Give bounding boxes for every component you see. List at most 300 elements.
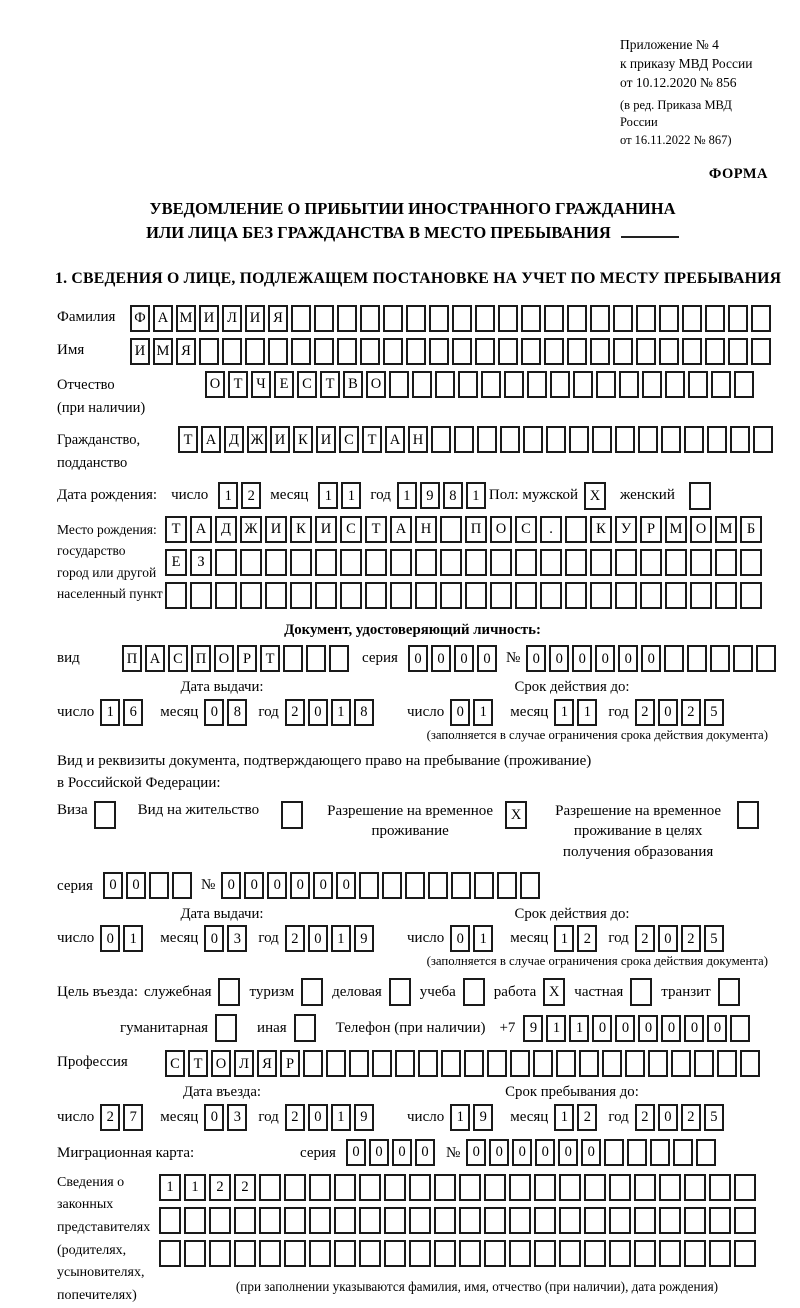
char-box[interactable] — [441, 1050, 461, 1077]
char-box[interactable] — [406, 338, 426, 365]
char-box[interactable]: 0 — [308, 699, 328, 726]
char-box[interactable] — [459, 1240, 481, 1267]
char-box[interactable]: 0 — [290, 872, 310, 899]
char-box[interactable] — [459, 1207, 481, 1234]
char-box[interactable]: 1 — [331, 925, 351, 952]
char-box[interactable] — [340, 582, 362, 609]
char-box[interactable] — [609, 1174, 631, 1201]
char-box[interactable] — [559, 1240, 581, 1267]
char-box[interactable] — [429, 305, 449, 332]
char-box[interactable] — [684, 1240, 706, 1267]
char-box[interactable]: Т — [365, 516, 387, 543]
char-box[interactable]: 0 — [450, 925, 470, 952]
char-box[interactable] — [642, 371, 662, 398]
char-box[interactable] — [753, 426, 773, 453]
char-box[interactable]: Я — [268, 305, 288, 332]
char-box[interactable] — [309, 1207, 331, 1234]
char-box[interactable] — [534, 1240, 556, 1267]
char-box[interactable] — [709, 1174, 731, 1201]
char-box[interactable] — [659, 1207, 681, 1234]
char-box[interactable]: 0 — [267, 872, 287, 899]
char-box[interactable] — [409, 1207, 431, 1234]
char-box[interactable]: 1 — [473, 699, 493, 726]
char-box[interactable]: Т — [320, 371, 340, 398]
char-box[interactable] — [390, 549, 412, 576]
char-box[interactable]: Т — [165, 516, 187, 543]
char-box[interactable]: 0 — [126, 872, 146, 899]
char-box[interactable]: 0 — [658, 925, 678, 952]
char-box[interactable]: К — [293, 426, 313, 453]
char-box[interactable]: Н — [415, 516, 437, 543]
char-box[interactable] — [734, 1207, 756, 1234]
char-box[interactable] — [429, 338, 449, 365]
char-box[interactable] — [409, 1240, 431, 1267]
char-box[interactable] — [284, 1207, 306, 1234]
char-box[interactable] — [484, 1240, 506, 1267]
char-box[interactable] — [715, 549, 737, 576]
char-box[interactable] — [337, 305, 357, 332]
char-box[interactable]: 0 — [477, 645, 497, 672]
char-box[interactable] — [715, 582, 737, 609]
char-box[interactable] — [314, 305, 334, 332]
char-box[interactable]: Н — [408, 426, 428, 453]
char-box[interactable]: А — [385, 426, 405, 453]
char-box[interactable]: З — [190, 549, 212, 576]
char-box[interactable] — [636, 338, 656, 365]
char-box[interactable] — [184, 1240, 206, 1267]
char-box[interactable] — [365, 549, 387, 576]
char-box[interactable] — [234, 1207, 256, 1234]
char-box[interactable] — [590, 338, 610, 365]
char-box[interactable] — [283, 645, 303, 672]
char-box[interactable] — [615, 549, 637, 576]
char-box[interactable] — [664, 645, 684, 672]
char-box[interactable]: О — [490, 516, 512, 543]
char-box[interactable] — [172, 872, 192, 899]
char-box[interactable] — [509, 1240, 531, 1267]
char-box[interactable]: Е — [274, 371, 294, 398]
char-box[interactable] — [359, 1207, 381, 1234]
char-box[interactable] — [334, 1207, 356, 1234]
char-box[interactable] — [559, 1207, 581, 1234]
char-box[interactable] — [159, 1240, 181, 1267]
char-box[interactable] — [684, 1207, 706, 1234]
char-box[interactable] — [340, 549, 362, 576]
char-box[interactable] — [428, 872, 448, 899]
char-box[interactable] — [546, 426, 566, 453]
char-box[interactable]: У — [615, 516, 637, 543]
char-box[interactable]: 0 — [595, 645, 615, 672]
char-box[interactable]: 6 — [123, 699, 143, 726]
char-box[interactable] — [360, 305, 380, 332]
char-box[interactable] — [349, 1050, 369, 1077]
purpose-other-checkbox[interactable] — [294, 1014, 316, 1042]
char-box[interactable] — [360, 338, 380, 365]
char-box[interactable] — [159, 1207, 181, 1234]
sex-male-checkbox[interactable]: X — [584, 482, 606, 510]
char-box[interactable]: С — [297, 371, 317, 398]
sex-female-checkbox[interactable] — [689, 482, 711, 510]
char-box[interactable]: 0 — [415, 1139, 435, 1166]
char-box[interactable] — [728, 338, 748, 365]
char-box[interactable] — [665, 582, 687, 609]
char-box[interactable] — [740, 582, 762, 609]
char-box[interactable] — [634, 1207, 656, 1234]
char-box[interactable] — [661, 426, 681, 453]
char-box[interactable]: 1 — [554, 699, 574, 726]
char-box[interactable] — [540, 549, 562, 576]
char-box[interactable] — [596, 371, 616, 398]
char-box[interactable]: 0 — [369, 1139, 389, 1166]
char-box[interactable]: 0 — [221, 872, 241, 899]
char-box[interactable]: 2 — [577, 1104, 597, 1131]
char-box[interactable]: 0 — [204, 925, 224, 952]
char-box[interactable]: 2 — [209, 1174, 231, 1201]
char-box[interactable]: Е — [165, 549, 187, 576]
char-box[interactable] — [521, 305, 541, 332]
char-box[interactable] — [440, 516, 462, 543]
char-box[interactable] — [579, 1050, 599, 1077]
char-box[interactable]: 1 — [159, 1174, 181, 1201]
char-box[interactable] — [291, 305, 311, 332]
char-box[interactable] — [534, 1207, 556, 1234]
char-box[interactable] — [412, 371, 432, 398]
char-box[interactable] — [465, 582, 487, 609]
char-box[interactable]: 1 — [554, 925, 574, 952]
char-box[interactable]: В — [343, 371, 363, 398]
char-box[interactable]: 1 — [100, 699, 120, 726]
char-box[interactable] — [627, 1139, 647, 1166]
char-box[interactable] — [659, 305, 679, 332]
char-box[interactable] — [638, 426, 658, 453]
char-box[interactable]: С — [340, 516, 362, 543]
char-box[interactable] — [165, 582, 187, 609]
char-box[interactable] — [498, 305, 518, 332]
char-box[interactable]: 0 — [103, 872, 123, 899]
char-box[interactable] — [290, 582, 312, 609]
char-box[interactable]: 1 — [331, 699, 351, 726]
char-box[interactable] — [291, 338, 311, 365]
char-box[interactable] — [740, 549, 762, 576]
char-box[interactable]: 0 — [454, 645, 474, 672]
char-box[interactable] — [734, 1240, 756, 1267]
char-box[interactable] — [418, 1050, 438, 1077]
char-box[interactable]: 8 — [443, 482, 463, 509]
char-box[interactable]: 1 — [184, 1174, 206, 1201]
char-box[interactable] — [359, 1174, 381, 1201]
char-box[interactable]: 5 — [704, 699, 724, 726]
char-box[interactable]: 0 — [638, 1015, 658, 1042]
char-box[interactable] — [337, 338, 357, 365]
char-box[interactable] — [464, 1050, 484, 1077]
char-box[interactable]: 0 — [100, 925, 120, 952]
char-box[interactable]: Я — [257, 1050, 277, 1077]
char-box[interactable] — [209, 1240, 231, 1267]
purpose-work-checkbox[interactable]: X — [543, 978, 565, 1006]
visa-checkbox[interactable] — [94, 801, 116, 829]
char-box[interactable] — [440, 582, 462, 609]
char-box[interactable] — [390, 582, 412, 609]
char-box[interactable] — [609, 1240, 631, 1267]
char-box[interactable] — [573, 371, 593, 398]
char-box[interactable]: 0 — [615, 1015, 635, 1042]
char-box[interactable]: 8 — [354, 699, 374, 726]
char-box[interactable]: К — [590, 516, 612, 543]
char-box[interactable]: 0 — [641, 645, 661, 672]
char-box[interactable] — [640, 549, 662, 576]
char-box[interactable] — [728, 305, 748, 332]
char-box[interactable] — [636, 305, 656, 332]
char-box[interactable]: 5 — [704, 1104, 724, 1131]
char-box[interactable]: Р — [237, 645, 257, 672]
char-box[interactable]: М — [153, 338, 173, 365]
char-box[interactable]: Р — [280, 1050, 300, 1077]
char-box[interactable]: М — [715, 516, 737, 543]
char-box[interactable] — [540, 582, 562, 609]
char-box[interactable]: Т — [362, 426, 382, 453]
char-box[interactable] — [359, 872, 379, 899]
char-box[interactable] — [434, 1174, 456, 1201]
char-box[interactable]: 1 — [569, 1015, 589, 1042]
char-box[interactable]: Ж — [247, 426, 267, 453]
char-box[interactable] — [733, 645, 753, 672]
char-box[interactable] — [384, 1174, 406, 1201]
char-box[interactable] — [515, 549, 537, 576]
char-box[interactable]: 0 — [684, 1015, 704, 1042]
char-box[interactable] — [459, 1174, 481, 1201]
char-box[interactable]: 5 — [704, 925, 724, 952]
char-box[interactable] — [556, 1050, 576, 1077]
char-box[interactable]: 0 — [558, 1139, 578, 1166]
char-box[interactable]: 2 — [681, 699, 701, 726]
char-box[interactable]: Т — [228, 371, 248, 398]
char-box[interactable] — [199, 338, 219, 365]
char-box[interactable]: 1 — [450, 1104, 470, 1131]
char-box[interactable] — [569, 426, 589, 453]
char-box[interactable]: 0 — [204, 1104, 224, 1131]
char-box[interactable]: О — [211, 1050, 231, 1077]
char-box[interactable]: А — [145, 645, 165, 672]
char-box[interactable] — [602, 1050, 622, 1077]
char-box[interactable] — [190, 582, 212, 609]
char-box[interactable]: Р — [640, 516, 662, 543]
char-box[interactable]: Д — [224, 426, 244, 453]
char-box[interactable] — [409, 1174, 431, 1201]
char-box[interactable]: 9 — [420, 482, 440, 509]
char-box[interactable]: А — [153, 305, 173, 332]
char-box[interactable] — [609, 1207, 631, 1234]
char-box[interactable] — [383, 338, 403, 365]
char-box[interactable] — [613, 305, 633, 332]
char-box[interactable] — [406, 305, 426, 332]
char-box[interactable] — [751, 338, 771, 365]
char-box[interactable]: И — [265, 516, 287, 543]
char-box[interactable]: И — [245, 305, 265, 332]
char-box[interactable] — [215, 549, 237, 576]
char-box[interactable] — [315, 582, 337, 609]
char-box[interactable] — [515, 582, 537, 609]
char-box[interactable] — [615, 582, 637, 609]
char-box[interactable]: 2 — [681, 925, 701, 952]
char-box[interactable]: К — [290, 516, 312, 543]
char-box[interactable]: Б — [740, 516, 762, 543]
char-box[interactable] — [509, 1207, 531, 1234]
char-box[interactable]: С — [515, 516, 537, 543]
char-box[interactable] — [395, 1050, 415, 1077]
char-box[interactable] — [659, 1174, 681, 1201]
char-box[interactable] — [149, 872, 169, 899]
char-box[interactable]: И — [316, 426, 336, 453]
char-box[interactable] — [696, 1139, 716, 1166]
char-box[interactable]: И — [315, 516, 337, 543]
char-box[interactable] — [659, 338, 679, 365]
char-box[interactable]: 0 — [658, 1104, 678, 1131]
char-box[interactable] — [523, 426, 543, 453]
char-box[interactable]: 0 — [512, 1139, 532, 1166]
char-box[interactable] — [259, 1174, 281, 1201]
residence-permit-checkbox[interactable] — [281, 801, 303, 829]
char-box[interactable] — [431, 426, 451, 453]
purpose-private-checkbox[interactable] — [630, 978, 652, 1006]
char-box[interactable]: 1 — [331, 1104, 351, 1131]
char-box[interactable]: 0 — [346, 1139, 366, 1166]
char-box[interactable]: 9 — [354, 1104, 374, 1131]
char-box[interactable] — [590, 549, 612, 576]
char-box[interactable] — [389, 371, 409, 398]
char-box[interactable] — [290, 549, 312, 576]
char-box[interactable] — [740, 1050, 760, 1077]
char-box[interactable]: 0 — [658, 699, 678, 726]
char-box[interactable] — [590, 305, 610, 332]
char-box[interactable] — [334, 1240, 356, 1267]
char-box[interactable]: О — [214, 645, 234, 672]
char-box[interactable] — [615, 426, 635, 453]
char-box[interactable] — [619, 371, 639, 398]
char-box[interactable] — [584, 1207, 606, 1234]
char-box[interactable]: И — [130, 338, 150, 365]
char-box[interactable]: 2 — [577, 925, 597, 952]
char-box[interactable] — [730, 426, 750, 453]
char-box[interactable] — [268, 338, 288, 365]
char-box[interactable] — [452, 338, 472, 365]
char-box[interactable] — [434, 1240, 456, 1267]
char-box[interactable] — [259, 1207, 281, 1234]
char-box[interactable]: 0 — [661, 1015, 681, 1042]
char-box[interactable]: Л — [234, 1050, 254, 1077]
char-box[interactable] — [326, 1050, 346, 1077]
char-box[interactable]: 0 — [450, 699, 470, 726]
char-box[interactable] — [584, 1240, 606, 1267]
char-box[interactable]: Ж — [240, 516, 262, 543]
char-box[interactable] — [565, 549, 587, 576]
char-box[interactable] — [648, 1050, 668, 1077]
char-box[interactable] — [284, 1240, 306, 1267]
char-box[interactable]: 1 — [473, 925, 493, 952]
char-box[interactable] — [565, 516, 587, 543]
char-box[interactable]: 0 — [408, 645, 428, 672]
char-box[interactable]: 1 — [397, 482, 417, 509]
char-box[interactable] — [383, 305, 403, 332]
char-box[interactable]: 0 — [308, 925, 328, 952]
char-box[interactable]: О — [366, 371, 386, 398]
char-box[interactable] — [520, 872, 540, 899]
char-box[interactable] — [634, 1174, 656, 1201]
char-box[interactable]: 0 — [572, 645, 592, 672]
char-box[interactable] — [684, 426, 704, 453]
char-box[interactable] — [671, 1050, 691, 1077]
char-box[interactable]: 0 — [549, 645, 569, 672]
char-box[interactable] — [592, 426, 612, 453]
char-box[interactable] — [451, 872, 471, 899]
char-box[interactable] — [500, 426, 520, 453]
char-box[interactable] — [265, 549, 287, 576]
char-box[interactable]: 1 — [554, 1104, 574, 1131]
char-box[interactable]: 2 — [241, 482, 261, 509]
char-box[interactable] — [240, 582, 262, 609]
purpose-humanitarian-checkbox[interactable] — [215, 1014, 237, 1042]
char-box[interactable]: С — [165, 1050, 185, 1077]
char-box[interactable] — [222, 338, 242, 365]
char-box[interactable] — [756, 645, 776, 672]
char-box[interactable]: 0 — [204, 699, 224, 726]
char-box[interactable] — [234, 1240, 256, 1267]
char-box[interactable] — [730, 1015, 750, 1042]
char-box[interactable] — [533, 1050, 553, 1077]
char-box[interactable] — [475, 338, 495, 365]
char-box[interactable] — [405, 872, 425, 899]
char-box[interactable] — [709, 1240, 731, 1267]
char-box[interactable] — [265, 582, 287, 609]
char-box[interactable]: 9 — [354, 925, 374, 952]
char-box[interactable] — [359, 1240, 381, 1267]
char-box[interactable] — [604, 1139, 624, 1166]
char-box[interactable]: 0 — [431, 645, 451, 672]
char-box[interactable] — [682, 305, 702, 332]
purpose-study-checkbox[interactable] — [463, 978, 485, 1006]
char-box[interactable]: Т — [178, 426, 198, 453]
char-box[interactable]: 7 — [123, 1104, 143, 1131]
char-box[interactable] — [509, 1174, 531, 1201]
char-box[interactable] — [452, 305, 472, 332]
char-box[interactable]: 0 — [526, 645, 546, 672]
char-box[interactable] — [487, 1050, 507, 1077]
char-box[interactable] — [209, 1207, 231, 1234]
char-box[interactable]: 2 — [100, 1104, 120, 1131]
char-box[interactable] — [690, 549, 712, 576]
char-box[interactable]: . — [540, 516, 562, 543]
char-box[interactable]: 1 — [341, 482, 361, 509]
char-box[interactable] — [665, 549, 687, 576]
char-box[interactable] — [365, 582, 387, 609]
char-box[interactable] — [559, 1174, 581, 1201]
char-box[interactable] — [734, 1174, 756, 1201]
char-box[interactable] — [314, 338, 334, 365]
char-box[interactable]: 9 — [473, 1104, 493, 1131]
char-box[interactable] — [688, 371, 708, 398]
char-box[interactable] — [717, 1050, 737, 1077]
char-box[interactable]: 1 — [466, 482, 486, 509]
char-box[interactable]: И — [270, 426, 290, 453]
char-box[interactable]: 2 — [285, 699, 305, 726]
char-box[interactable]: 0 — [535, 1139, 555, 1166]
char-box[interactable] — [534, 1174, 556, 1201]
char-box[interactable]: 0 — [308, 1104, 328, 1131]
char-box[interactable]: 0 — [489, 1139, 509, 1166]
char-box[interactable]: И — [199, 305, 219, 332]
char-box[interactable] — [497, 872, 517, 899]
char-box[interactable] — [215, 582, 237, 609]
char-box[interactable] — [477, 426, 497, 453]
